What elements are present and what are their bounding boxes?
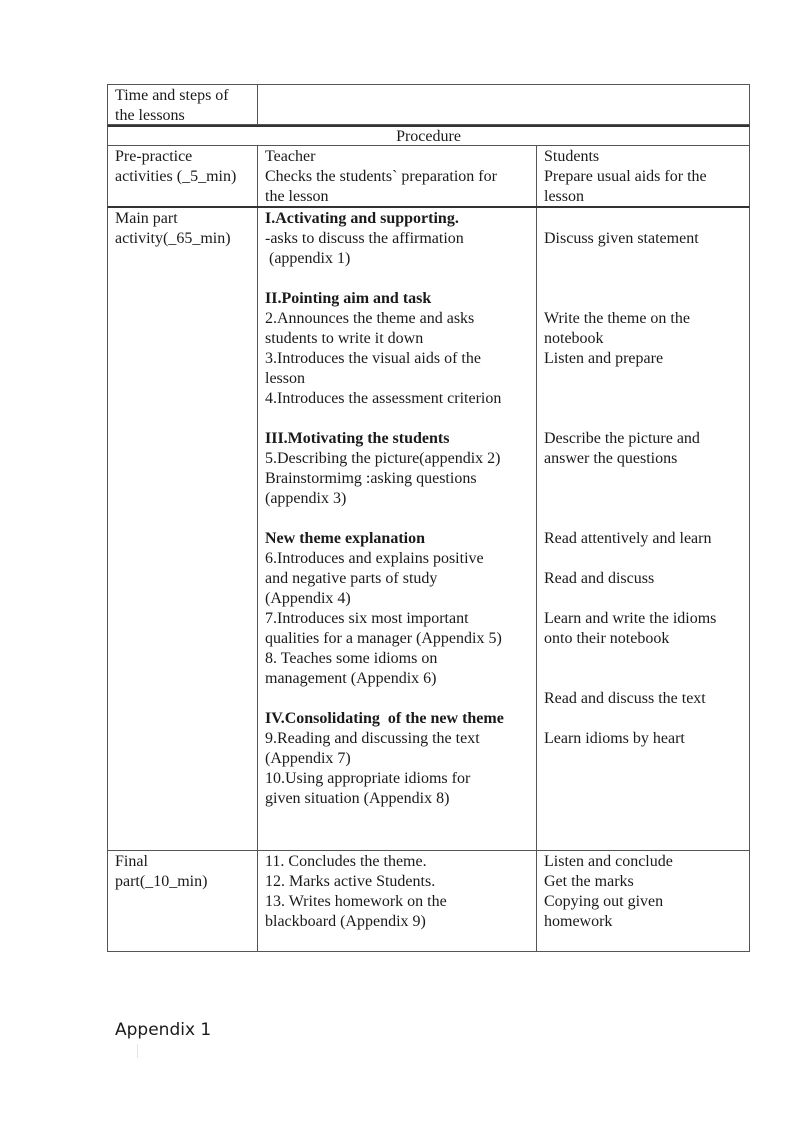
teacher-activity: (Appendix 7) xyxy=(265,750,351,767)
students-activity: Learn idioms by heart xyxy=(544,730,685,747)
teacher-activity: and negative parts of study xyxy=(265,570,438,587)
teacher-activity: 13. Writes homework on the xyxy=(265,893,447,910)
teacher-activity: (Appendix 4) xyxy=(265,590,351,607)
teacher-column-heading: Teacher xyxy=(265,148,316,165)
students-activity: Copying out given xyxy=(544,893,664,910)
teacher-activity: qualities for a manager (Appendix 5) xyxy=(265,630,502,647)
time-steps-cell xyxy=(108,85,257,124)
teacher-activity: 5.Describing the picture(appendix 2) xyxy=(265,450,501,467)
students-activity: answer the questions xyxy=(544,450,678,467)
teacher-activity: 8. Teaches some idioms on xyxy=(265,650,438,667)
main-part-time: activity(_65_min) xyxy=(115,230,231,247)
teacher-activity: (appendix 3) xyxy=(265,490,347,507)
appendix-heading: Appendix 1 xyxy=(115,1020,212,1040)
section-heading: III.Motivating the students xyxy=(265,430,450,447)
pre-practice-teacher-cell xyxy=(257,146,536,206)
teacher-activity: 6.Introduces and explains positive xyxy=(265,550,484,567)
main-part-label: Main part xyxy=(115,210,178,227)
students-activity: Listen and prepare xyxy=(544,350,664,367)
teacher-activity: 12. Marks active Students. xyxy=(265,873,436,890)
teacher-activity: Brainstormimg :asking questions xyxy=(265,470,477,487)
teacher-activity: 7.Introduces six most important xyxy=(265,610,469,627)
final-part-label-cell xyxy=(108,851,257,951)
teacher-activity: 4.Introduces the assessment criterion xyxy=(265,390,502,407)
main-part-label-cell xyxy=(108,208,257,850)
students-activity: Listen and conclude xyxy=(544,853,673,870)
teacher-activity: 3.Introduces the visual aids of the xyxy=(265,350,481,367)
table-row-final-part xyxy=(107,851,750,952)
teacher-activity: 9.Reading and discussing the text xyxy=(265,730,480,747)
teacher-activity: students to write it down xyxy=(265,330,424,347)
main-part-students-cell xyxy=(536,208,750,850)
teacher-activity: the lesson xyxy=(265,188,329,205)
students-activity: onto their notebook xyxy=(544,630,670,647)
pre-practice-label-cell xyxy=(108,146,257,206)
lesson-plan-table xyxy=(107,84,750,952)
students-activity: Write the theme on the xyxy=(544,310,690,327)
table-row-pre-practice xyxy=(107,146,750,208)
section-heading: IV.Consolidating of the new theme xyxy=(265,710,504,727)
time-steps-label: Time and steps of xyxy=(115,87,229,104)
teacher-activity: lesson xyxy=(265,370,305,387)
time-steps-label: the lessons xyxy=(115,107,185,124)
time-steps-value-cell xyxy=(257,85,749,124)
students-activity: homework xyxy=(544,913,613,930)
teacher-activity: blackboard (Appendix 9) xyxy=(265,913,426,930)
students-activity: Read and discuss the text xyxy=(544,690,706,707)
final-part-teacher-cell xyxy=(257,851,536,951)
students-activity: notebook xyxy=(544,330,604,347)
main-part-teacher-cell xyxy=(257,208,536,850)
table-row-time-steps xyxy=(107,84,750,125)
section-heading: I.Activating and supporting. xyxy=(265,210,459,227)
teacher-activity: management (Appendix 6) xyxy=(265,670,437,687)
students-activity: Read and discuss xyxy=(544,570,655,587)
students-activity: Prepare usual aids for the xyxy=(544,168,707,185)
teacher-activity: 2.Announces the theme and asks xyxy=(265,310,475,327)
students-activity: Describe the picture and xyxy=(544,430,700,447)
students-column-heading: Students xyxy=(544,148,600,165)
pre-practice-students-cell xyxy=(536,146,750,206)
section-heading: New theme explanation xyxy=(265,530,425,547)
students-activity: Read attentively and learn xyxy=(544,530,712,547)
procedure-heading: Procedure xyxy=(396,128,461,145)
teacher-activity: (appendix 1) xyxy=(265,250,351,267)
teacher-activity: given situation (Appendix 8) xyxy=(265,790,450,807)
pre-practice-time: activities (_5_min) xyxy=(115,168,237,185)
teacher-activity: 11. Concludes the theme. xyxy=(265,853,427,870)
students-activity: Discuss given statement xyxy=(544,230,699,247)
table-row-procedure xyxy=(107,125,750,146)
pre-practice-label: Pre-practice xyxy=(115,148,193,165)
final-part-label: Final xyxy=(115,853,148,870)
margin-mark xyxy=(137,1044,138,1058)
students-activity: Learn and write the idioms xyxy=(544,610,717,627)
final-part-students-cell xyxy=(536,851,750,951)
teacher-activity: -asks to discuss the affirmation xyxy=(265,230,464,247)
teacher-activity: 10.Using appropriate idioms for xyxy=(265,770,471,787)
teacher-activity: Checks the students` preparation for xyxy=(265,168,497,185)
section-heading: II.Pointing aim and task xyxy=(265,290,432,307)
students-activity: lesson xyxy=(544,188,584,205)
final-part-time: part(_10_min) xyxy=(115,873,208,890)
table-row-main-part xyxy=(107,208,750,851)
students-activity: Get the marks xyxy=(544,873,634,890)
